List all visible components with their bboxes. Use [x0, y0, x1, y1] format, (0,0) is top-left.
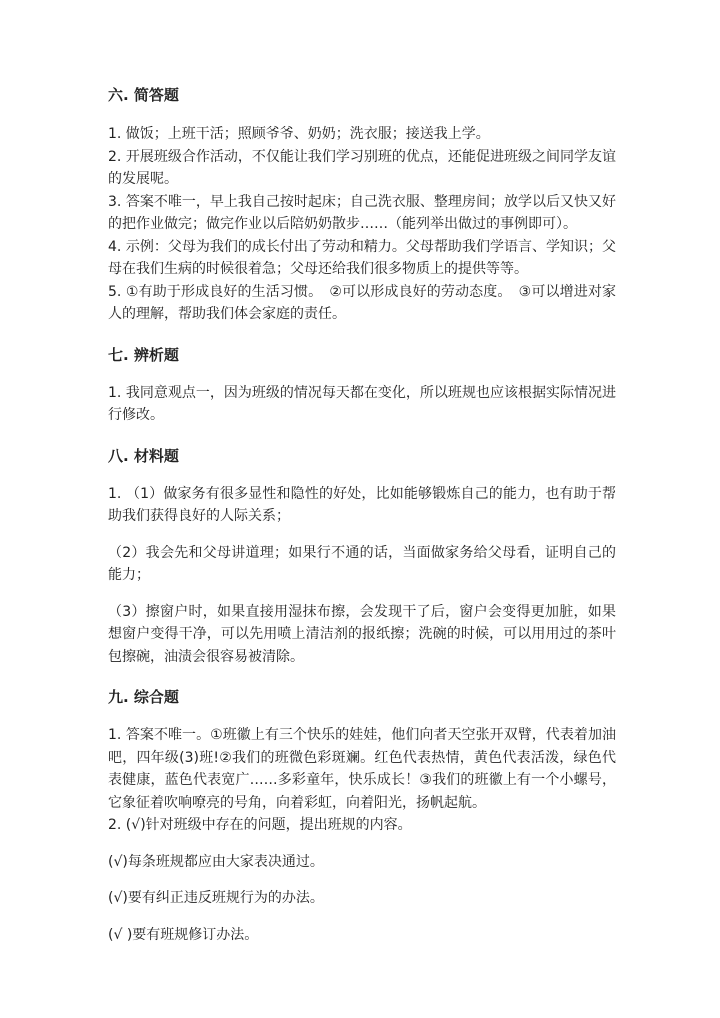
answer-paragraph: 1. 我同意观点一，因为班级的情况每天都在变化，所以班规也应该根据实际情况进行修改。	[108, 384, 616, 423]
section-comprehensive	[108, 686, 616, 946]
section-title: 九. 综合题	[108, 688, 179, 706]
answer-paragraph: 2. (√)针对班级中存在的问题，提出班规的内容。	[108, 817, 412, 833]
section-title: 八. 材料题	[108, 446, 179, 465]
answer-paragraph: （2）我会先和父母讲道理；如果行不通的话，当面做家务给父母看，证明自己的能力；	[108, 544, 616, 583]
answer-paragraph: (√)要有纠正违反班规行为的办法。	[108, 890, 324, 906]
answer-paragraph: 1. 做饭；上班干活；照顾爷爷、奶奶；洗衣服；接送我上学。	[108, 126, 490, 142]
answer-paragraph: 5. ①有助于形成良好的生活习惯。 ②可以形成良好的劳动态度。 ③可以增进对家人的理解，帮助我们体会家庭的责任。	[108, 283, 616, 322]
answer-paragraph: 3. 答案不唯一，早上我自己按时起床；自己洗衣服、整理房间；放学以后又快又好的把作业做完；做完作业以后陪奶奶散步……（能列举出做过的事例即可）。	[108, 193, 616, 232]
section-analysis	[108, 344, 616, 427]
section-material	[108, 445, 616, 669]
answer-paragraph: 2. 开展班级合作活动，不仅能让我们学习别班的优点，还能促进班级之间同学友谊的发展呢。	[108, 148, 616, 187]
answer-paragraph: 1. （1）做家务有很多显性和隐性的好处，比如能够锻炼自己的能力，也有助于帮助我们获得良好的人际关系；	[108, 485, 616, 524]
section-short-answer	[108, 84, 616, 326]
section-title: 七. 辨析题	[108, 345, 179, 364]
answer-paragraph: 1. 答案不唯一。①班徽上有三个快乐的娃娃，他们向者天空张开双臂，代表着加油吧，四年级(3)班!②我们的班微色彩斑斓。红色代表热情，黄色代表活泼，绿色代表健康，蓝色代表宽广……多彩童年，快乐成长！③我们的班徽上有一个小螺号，它象征着吹响嘹亮的号角，向着彩虹，向着阳光，扬帆起航。	[108, 727, 616, 811]
answer-paragraph: (√ )要有班规修订办法。	[108, 926, 259, 943]
section-title: 六. 简答题	[108, 86, 179, 104]
answer-paragraph: （3）擦窗户时，如果直接用湿抹布擦，会发现干了后，窗户会变得更加脏，如果想窗户变得干净，可以先用喷上清洁剂的报纸擦；洗碗的时候，可以用用过的茶叶包擦碗，油渍会很容易被清除。	[108, 603, 616, 665]
answer-paragraph: 4. 示例：父母为我们的成长付出了劳动和精力。父母帮助我们学语言、学知识；父母在我们生病的时候很着急；父母还给我们很多物质上的提供等等。	[108, 238, 616, 277]
answer-paragraph: (√)每条班规都应由大家表决通过。	[108, 853, 324, 870]
